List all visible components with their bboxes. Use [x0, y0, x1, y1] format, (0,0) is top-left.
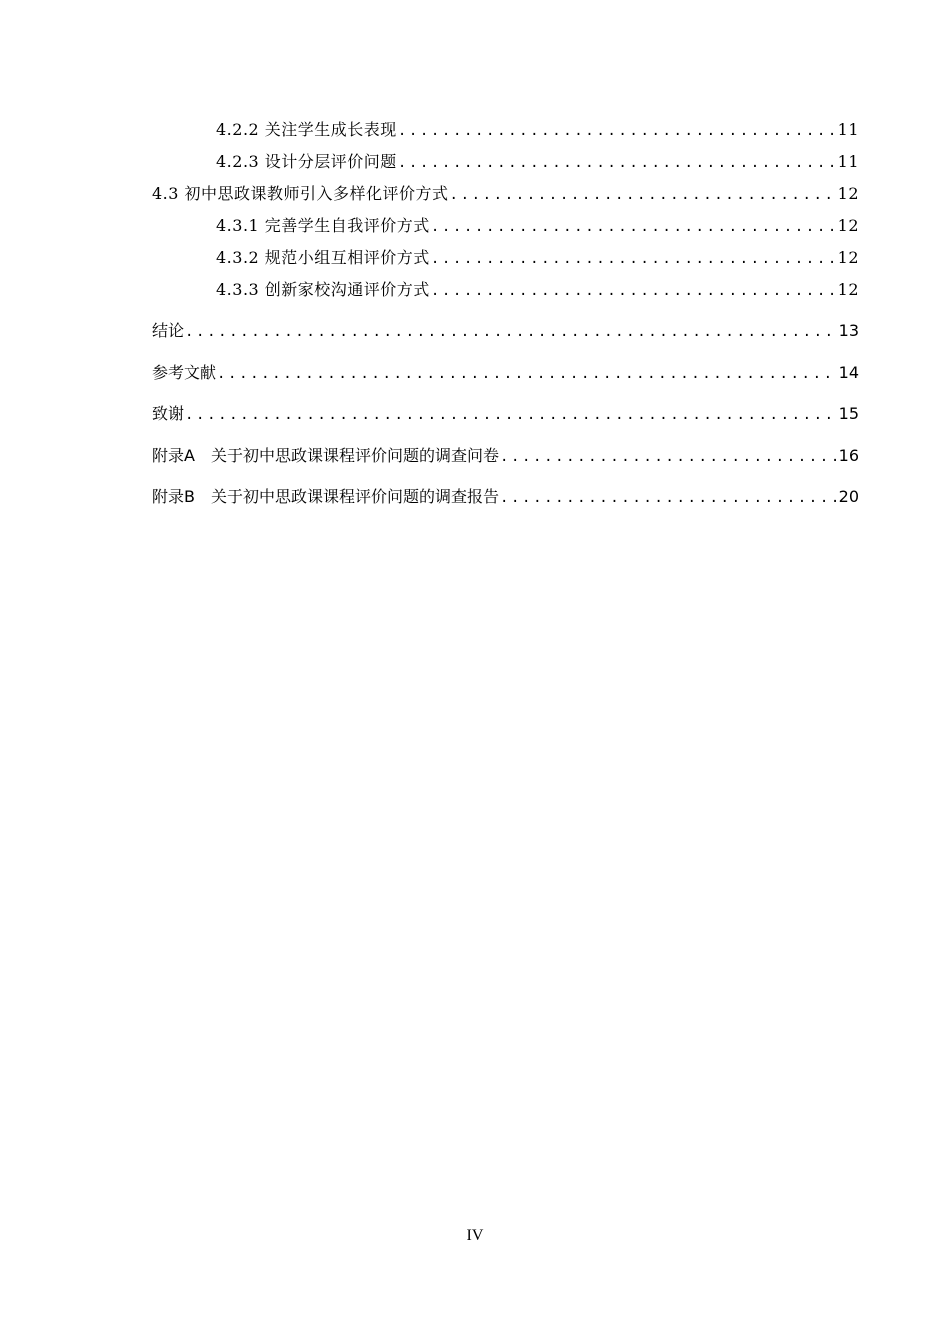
toc-dot-leader [185, 404, 837, 426]
toc-entry-page: 12 [837, 216, 859, 235]
toc-entry-page: 11 [837, 120, 859, 139]
toc-entry[interactable] [152, 445, 859, 467]
toc-dot-leader [500, 446, 837, 468]
toc-entry-page: 13 [838, 321, 859, 340]
toc-dot-leader [185, 321, 837, 343]
toc-entry-title: 致谢 [152, 404, 185, 423]
toc-entry-title: 4.2.2 关注学生成长表现 [216, 120, 397, 139]
toc-dot-leader [431, 216, 836, 238]
toc-entry[interactable] [152, 183, 859, 205]
toc-entry[interactable] [152, 279, 859, 301]
toc-entry-page: 12 [837, 248, 859, 267]
toc-entry-page: 15 [838, 404, 859, 423]
toc-entry-title: 4.3.3 创新家校沟通评价方式 [216, 280, 430, 299]
toc-entry-page: 12 [837, 280, 859, 299]
toc-entry-title: 参考文献 [152, 363, 217, 382]
toc-dot-leader [398, 120, 836, 142]
toc-entry-title: 附录B 关于初中思政课课程评价问题的调查报告 [152, 487, 499, 506]
toc-entry-page: 12 [837, 184, 859, 203]
toc-entry[interactable] [152, 215, 859, 237]
toc-entry[interactable] [152, 403, 859, 425]
toc-dot-leader [217, 363, 837, 385]
toc-entry-title: 4.3 初中思政课教师引入多样化评价方式 [152, 184, 449, 203]
toc-dot-leader [500, 487, 837, 509]
page-number: IV [466, 1227, 484, 1244]
toc-entry[interactable] [152, 362, 859, 384]
toc-entry-title: 结论 [152, 321, 185, 340]
toc-dot-leader [431, 248, 836, 270]
toc-entry-title: 附录A 关于初中思政课课程评价问题的调查问卷 [152, 446, 499, 465]
toc-entry-page: 16 [838, 446, 859, 465]
toc-dot-leader [398, 152, 836, 174]
toc-entry-page: 20 [838, 487, 859, 506]
toc-entry[interactable] [152, 151, 859, 173]
toc-entry[interactable] [152, 247, 859, 269]
toc-entry-title: 4.3.2 规范小组互相评价方式 [216, 248, 430, 267]
toc-dot-leader [431, 280, 836, 302]
toc-entry[interactable] [152, 320, 859, 342]
toc-entry-page: 11 [837, 152, 859, 171]
toc-entry-title: 4.3.1 完善学生自我评价方式 [216, 216, 430, 235]
toc-dot-leader [450, 184, 836, 206]
toc-entry[interactable] [152, 486, 859, 508]
toc-entry-title: 4.2.3 设计分层评价问题 [216, 152, 397, 171]
toc-entry[interactable] [152, 119, 859, 141]
toc-entry-page: 14 [838, 363, 859, 382]
